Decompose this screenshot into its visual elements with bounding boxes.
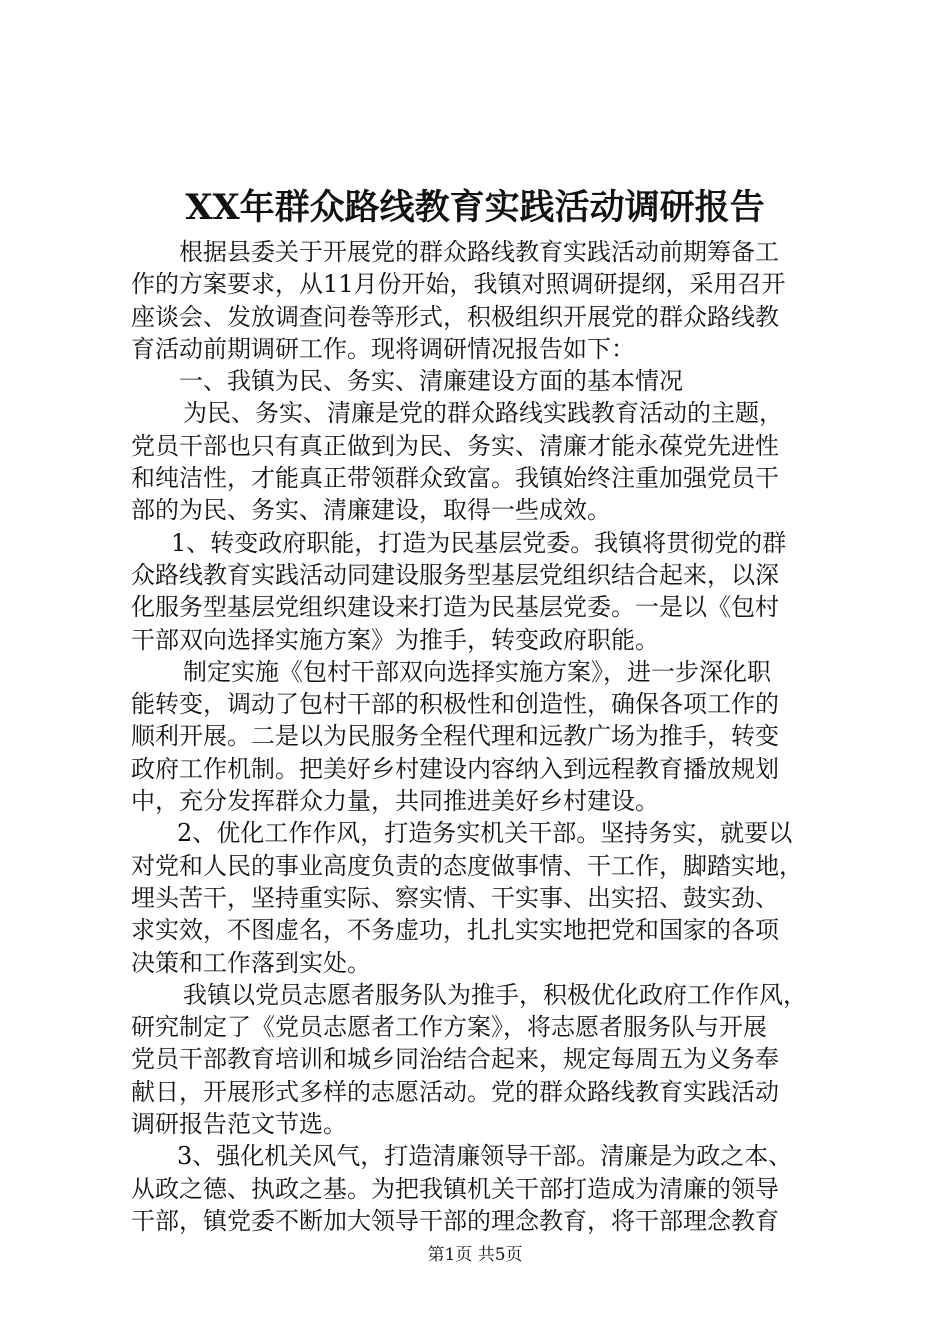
paragraph-line: 部的为民、务实、清廉建设，取得一些成效。 [131, 496, 611, 525]
document-title: XX年群众路线教育实践活动调研报告 [185, 187, 765, 228]
section-heading: 一、我镇为民、务实、清廉建设方面的基本情况 [179, 367, 683, 396]
paragraph-line: 党员干部也只有真正做到为民、务实、清廉才能永葆党先进性 [131, 431, 779, 460]
paragraph-line: 干部双向选择实施方案》为推手，转变政府职能。 [131, 625, 659, 654]
paragraph-line: 对党和人民的事业高度负责的态度做事情、干工作，脚踏实地， [131, 851, 803, 880]
paragraph-line: 政府工作机制。把美好乡村建设内容纳入到远程教育播放规划 [131, 754, 779, 783]
paragraph-line: 化服务型基层党组织建设来打造为民基层党委。一是以《包村 [131, 593, 779, 622]
paragraph-line: 调研报告范文节选。 [131, 1110, 347, 1139]
paragraph-line: 座谈会、发放调查问卷等形式，积极组织开展党的群众路线教 [131, 302, 779, 331]
paragraph-line: 决策和工作落到实处。 [131, 948, 371, 977]
paragraph-line: 育活动前期调研工作。现将调研情况报告如下： [131, 334, 635, 363]
paragraph-line: 1、转变政府职能，打造为民基层党委。我镇将贯彻党的群 [171, 528, 787, 557]
paragraph-line: 顺利开展。二是以为民服务全程代理和远教广场为推手，转变 [131, 722, 779, 751]
paragraph-line: 从政之德、执政之基。为把我镇机关干部打造成为清廉的领导 [131, 1174, 779, 1203]
paragraph-line: 党员干部教育培训和城乡同治结合起来，规定每周五为义务奉 [131, 1045, 779, 1074]
document-body [131, 236, 831, 1237]
paragraph-line: 埋头苦干，坚持重实际、察实情、干实事、出实招、鼓实劲、 [131, 883, 779, 912]
paragraph-line: 3、强化机关风气，打造清廉领导干部。清廉是为政之本、 [177, 1142, 793, 1171]
paragraph-line: 献日，开展形式多样的志愿活动。党的群众路线教育实践活动 [131, 1077, 779, 1106]
paragraph-line: 能转变，调动了包村干部的积极性和创造性，确保各项工作的 [131, 690, 779, 719]
paragraph-line: 制定实施《包村干部双向选择实施方案》，进一步深化职 [183, 657, 771, 686]
paragraph-line: 干部，镇党委不断加大领导干部的理念教育，将干部理念教育 [131, 1206, 779, 1235]
paragraph-line: 众路线教育实践活动同建设服务型基层党组织结合起来，以深 [131, 560, 779, 589]
page-number-footer: 第1页 共5页 [427, 1245, 523, 1265]
paragraph-line: 为民、务实、清廉是党的群众路线实践教育活动的主题， [183, 399, 783, 428]
paragraph-line: 根据县委关于开展党的群众路线教育实践活动前期筹备工 [179, 238, 779, 266]
paragraph-line: 求实效，不图虚名，不务虚功，扎扎实实地把党和国家的各项 [131, 916, 779, 945]
paragraph-line: 研究制定了《党员志愿者工作方案》，将志愿者服务队与开展 [131, 1013, 767, 1042]
paragraph-line: 中，充分发挥群众力量，共同推进美好乡村建设。 [131, 787, 659, 816]
paragraph-line: 我镇以党员志愿者服务队为推手，积极优化政府工作作风， [183, 980, 807, 1009]
paragraph-line: 作的方案要求，从11月份开始，我镇对照调研提纲，采用召开 [131, 270, 786, 299]
paragraph-line: 2、优化工作作风，打造务实机关干部。坚持务实，就要以 [177, 819, 793, 848]
paragraph-line: 和纯洁性，才能真正带领群众致富。我镇始终注重加强党员干 [131, 464, 779, 493]
